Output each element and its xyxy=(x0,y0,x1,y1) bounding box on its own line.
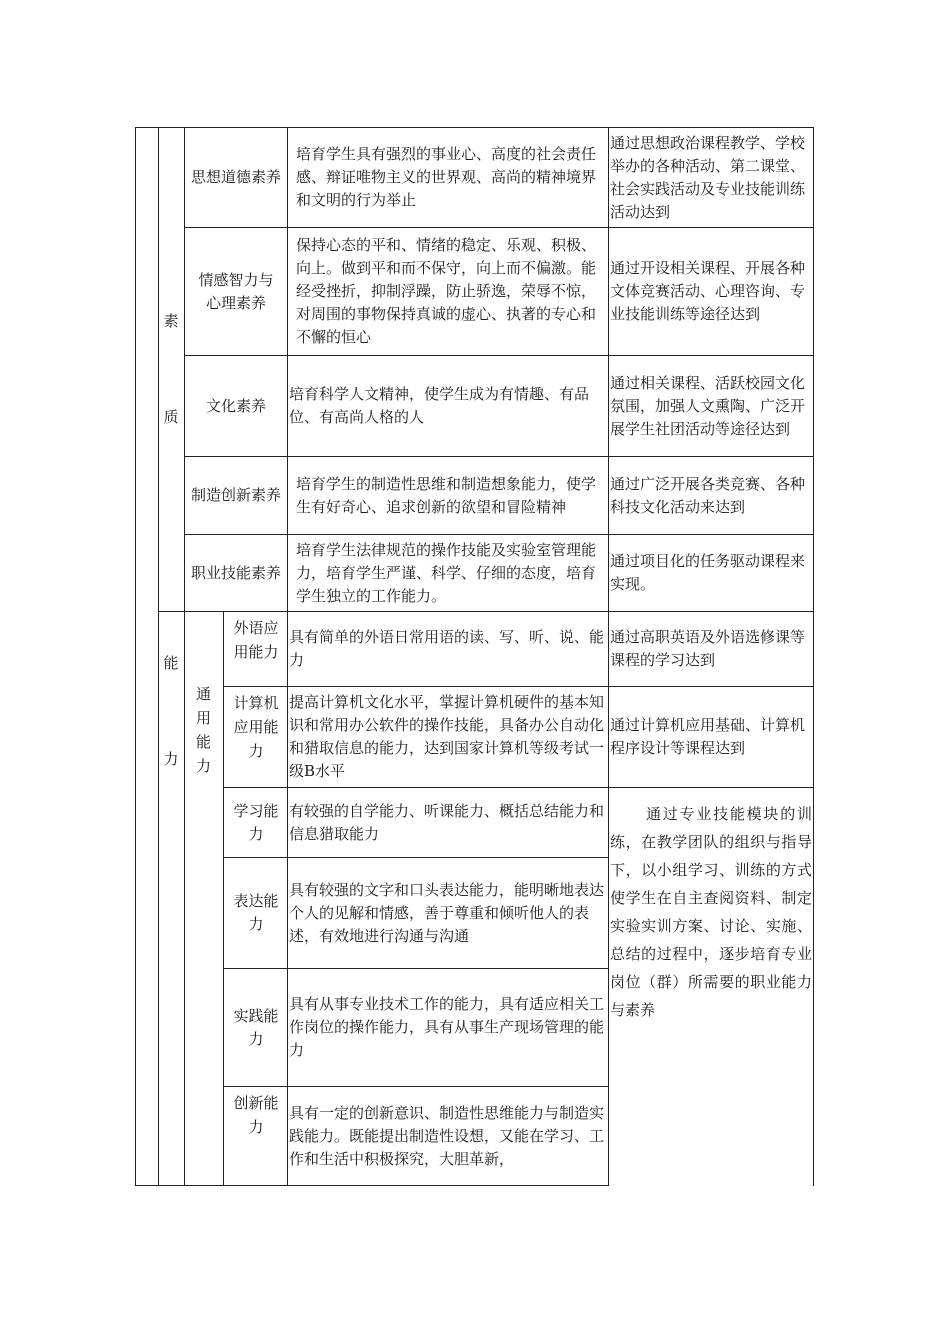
quality-goal-cell: 保持心态的平和、情绪的稳定、乐观、积极、向上。做到平和而不保守，向上而不偏激。能经受挫折，抑制浮躁，防止骄逸，荣辱不惊，对周围的事物保持真诚的虚心、执著的专心和不懈的恒心 xyxy=(296,236,597,346)
ability-goal-cell: 具有一定的创新意识、制造性思维能力与制造实践能力。既能提出制造性设想，又能在学习、工作和生活中积极探究，大胆革新， xyxy=(289,1103,605,1168)
ability-method-cell: 通过高职英语及外语选修课等课程的学习达到 xyxy=(610,628,806,669)
quality-method-cell: 通过相关课程、活跃校园文化氛围，加强人文熏陶、广泛开展学生社团活动等途径达到 xyxy=(610,373,806,438)
label-char: 素 xyxy=(163,312,179,330)
quality-goal-cell: 培育学生的制造性思维和制造想象能力，使学生有好奇心、追求创新的欲望和冒险精神 xyxy=(296,474,597,516)
quality-method-cell: 通过思想政治课程教学、学校举办的各种活动、第二课堂、社会实践活动及专业技能训练活动达到 xyxy=(610,133,806,221)
ability-method-cell: 通过计算机应用基础、计算机程序设计等课程达到 xyxy=(610,716,806,757)
label-char: 力 xyxy=(195,757,211,775)
column-divider xyxy=(287,127,288,1186)
quality-name-cell: 职业技能素养 xyxy=(190,563,281,582)
column-divider xyxy=(608,127,609,1186)
general-ability-label xyxy=(184,680,223,780)
ability-goal-cell: 有较强的自学能力、听课能力、概括总结能力和信息猎取能力 xyxy=(289,801,605,843)
column-divider xyxy=(223,611,224,1186)
quality-method-cell: 通过开设相关课程、开展各种文体竞赛活动、心理咨询、专业技能训练等途径达到 xyxy=(610,259,806,323)
label-char: 力 xyxy=(163,750,179,768)
quality-goal-cell: 培育科学人文精神，使学生成为有情趣、有品位、有高尚人格的人 xyxy=(289,385,590,426)
shared-method-cell: 通过专业技能模块的训练，在教学团队的组织与指导下，以小组学习、训练的方式使学生在自主查阅资料、制定实验实训方案、讨论、实施、总结的过程中，逐步培育专业岗位（群）所需要的职业能力与素养 xyxy=(610,805,812,1019)
label-char: 能 xyxy=(195,733,211,751)
label-char: 能 xyxy=(163,654,179,672)
ability-goal-cell: 具有较强的文字和口头表达能力，能明晰地表达个人的见解和情感，善于尊重和倾听他人的表述，有效地进行沟通与沟通 xyxy=(289,880,605,945)
table-right-border xyxy=(813,127,814,1186)
ability-goal-cell: 具有从事专业技术工作的能力，具有适应相关工作岗位的操作能力，具有从事生产现场管理的能力 xyxy=(289,995,605,1059)
table-left-border xyxy=(135,127,136,1186)
ability-name-cell: 创新能力 xyxy=(233,1094,279,1136)
column-divider xyxy=(184,127,185,1186)
quality-name-cell: 制造创新素养 xyxy=(190,486,281,504)
ability-name-cell: 学习能力 xyxy=(233,801,279,843)
ability-goal-cell: 具有简单的外语日常用语的读、写、听、说、能力 xyxy=(289,628,605,669)
ability-category-label xyxy=(158,611,184,811)
quality-category-label xyxy=(158,127,184,611)
quality-name-cell: 思想道德素养 xyxy=(190,168,281,186)
table-bottom-border xyxy=(135,1185,608,1186)
quality-method-cell: 通过广泛开展各类竞赛、各种科技文化活动来达到 xyxy=(610,474,806,516)
ability-name-cell: 实践能力 xyxy=(233,1006,279,1048)
ability-name-cell: 表达能力 xyxy=(233,892,279,933)
quality-method-cell: 通过项目化的任务驱动课程来实现。 xyxy=(610,552,806,593)
label-char: 通 xyxy=(195,685,211,703)
quality-goal-cell: 培育学生法律规范的操作技能及实验室管理能力，培育学生严谨、科学、仔细的态度，培育学生独立的工作能力。 xyxy=(296,540,597,605)
quality-name-cell: 情感智力与心理素养 xyxy=(198,270,274,312)
quality-goal-cell: 培育学生具有强烈的事业心、高度的社会责任感、辩证唯物主义的世界观、高尚的精神境界和文明的行为举止 xyxy=(296,145,597,209)
quality-name-cell: 文化素养 xyxy=(205,396,266,415)
label-char: 质 xyxy=(163,408,179,426)
ability-goal-cell: 提高计算机文化水平，掌握计算机硬件的基本知识和常用办公软件的操作技能，具备办公自动化和猎取信息的能力，达到国家计算机等级考试一级B水平 xyxy=(289,693,605,780)
ability-name-cell: 计算机应用能力 xyxy=(233,694,279,760)
ability-name-cell: 外语应用能力 xyxy=(233,619,279,661)
label-char: 用 xyxy=(195,709,211,727)
